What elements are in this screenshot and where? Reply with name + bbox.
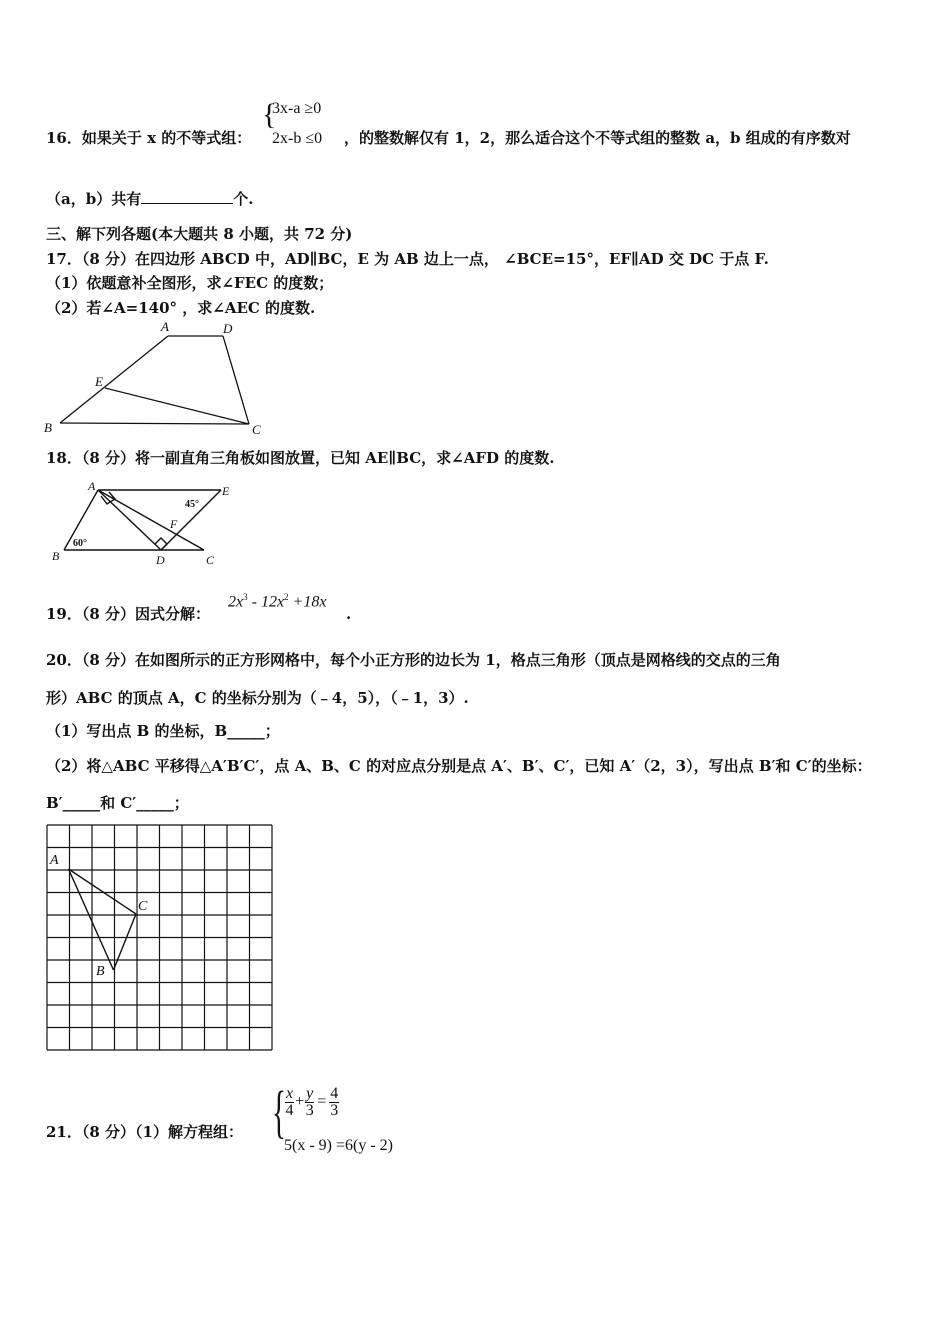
grid-label-b: B <box>96 964 105 979</box>
system-brace: { <box>272 1079 286 1144</box>
label-b: B <box>44 420 52 435</box>
q19-expression <box>228 592 326 611</box>
eq1-equals: = <box>317 1093 327 1111</box>
q20-part2-line2: B′_____和 C′_____； <box>46 794 189 812</box>
eq1-plus: + <box>295 1093 305 1111</box>
q19-suffix: . <box>346 605 352 623</box>
answer-blank <box>141 189 233 204</box>
label-d: D <box>223 321 233 336</box>
q17-part1: （1）依题意补全图形，求∠FEC 的度数； <box>46 274 334 292</box>
eq1-numerator-y: y <box>306 1085 314 1102</box>
eq1-denominator-2: 3 <box>305 1102 314 1119</box>
grid-label-c: C <box>138 899 148 914</box>
q17-figure <box>40 318 280 440</box>
segment-ec <box>105 388 249 424</box>
label-f: F <box>170 517 178 531</box>
q18-stem: 18．（8 分）将一副直角三角板如图放置，已知 AE∥BC，求∠AFD 的度数. <box>46 449 555 467</box>
q17-part2: （2）若∠A=140° ，求∠AEC 的度数. <box>46 299 316 317</box>
label-c: C <box>206 553 215 567</box>
q16-line2-suffix: 个. <box>233 190 254 208</box>
label-a: A <box>88 479 96 493</box>
q20-part1: （1）写出点 B 的坐标，B_____； <box>46 722 280 740</box>
angle-45-label: 45° <box>185 499 199 510</box>
label-c: C <box>252 422 261 437</box>
q21-prefix: 21．（8 分）（1）解方程组： <box>46 1123 243 1141</box>
eq1-rhs-denominator: 3 <box>330 1102 339 1119</box>
section-title: 三、解下列各题(本大题共 8 小题，共 72 分) <box>46 225 353 243</box>
inequality-line-2: 2x-b ≤0 <box>272 130 323 147</box>
eq1-denominator-1: 4 <box>285 1102 294 1119</box>
inequality-line-1: 3x-a ≥0 <box>272 100 322 117</box>
q16-line2-prefix: （a，b）共有 <box>46 190 142 208</box>
triangle-abc <box>69 869 137 970</box>
label-a: A <box>161 319 169 334</box>
system-brace: { <box>262 98 277 131</box>
segment-cb <box>114 914 137 970</box>
q16-text: ，的整数解仅有 1，2，那么适合这个不等式组的整数 a，b 组成的有序数对 <box>344 129 851 147</box>
segment-bc <box>60 423 249 424</box>
q20-line1: 20．（8 分）在如图所示的正方形网格中，每个小正方形的边长为 1，格点三角形（顶点是网格线的交点的三角 <box>46 651 781 669</box>
eq1-rhs-numerator: 4 <box>330 1085 339 1102</box>
q17-stem: 17．（8 分）在四边形 ABCD 中，AD∥BC，E 为 AB 边上一点， ∠BCE=15°，EF∥AD 交 DC 于点 F. <box>46 250 769 268</box>
segment-ba <box>60 336 168 423</box>
coordinate-grid <box>46 824 274 1054</box>
expr-term-3: +18x <box>288 593 327 611</box>
label-e: E <box>222 484 230 498</box>
expr-exp-1: 3 <box>243 592 248 602</box>
label-e: E <box>95 374 103 389</box>
grid-label-a: A <box>50 853 59 868</box>
expr-term-1: 2x <box>228 593 244 611</box>
label-b: B <box>52 549 60 563</box>
q20-part2: （2）将△ABC 平移得△A′B′C′，点 A、B、C 的对应点分别是点 A′、B′、C′，已知 A′（2，3），写出点 B′和 C′的坐标： <box>46 757 872 775</box>
expr-term-2: - 12x <box>247 593 285 611</box>
label-d: D <box>156 553 165 567</box>
q16-line2 <box>46 189 253 209</box>
q18-figure <box>46 478 246 570</box>
equation-1 <box>284 1086 340 1119</box>
q19-prefix: 19．（8 分）因式分解： <box>46 605 211 623</box>
right-angle-mark-d <box>155 538 167 550</box>
q16-prefix: 16．如果关于 x 的不等式组： <box>46 129 252 147</box>
equation-2: 5(x - 9) =6(y - 2) <box>284 1137 393 1154</box>
q20-line2: 形）ABC 的顶点 A，C 的坐标分别为（﹣4，5），（﹣1，3）. <box>46 689 469 707</box>
angle-60-label: 60° <box>73 538 87 549</box>
expr-exp-2: 2 <box>284 592 289 602</box>
eq1-numerator-x: x <box>286 1085 294 1102</box>
grid-lines <box>47 825 272 1050</box>
segment-dc <box>223 336 249 424</box>
